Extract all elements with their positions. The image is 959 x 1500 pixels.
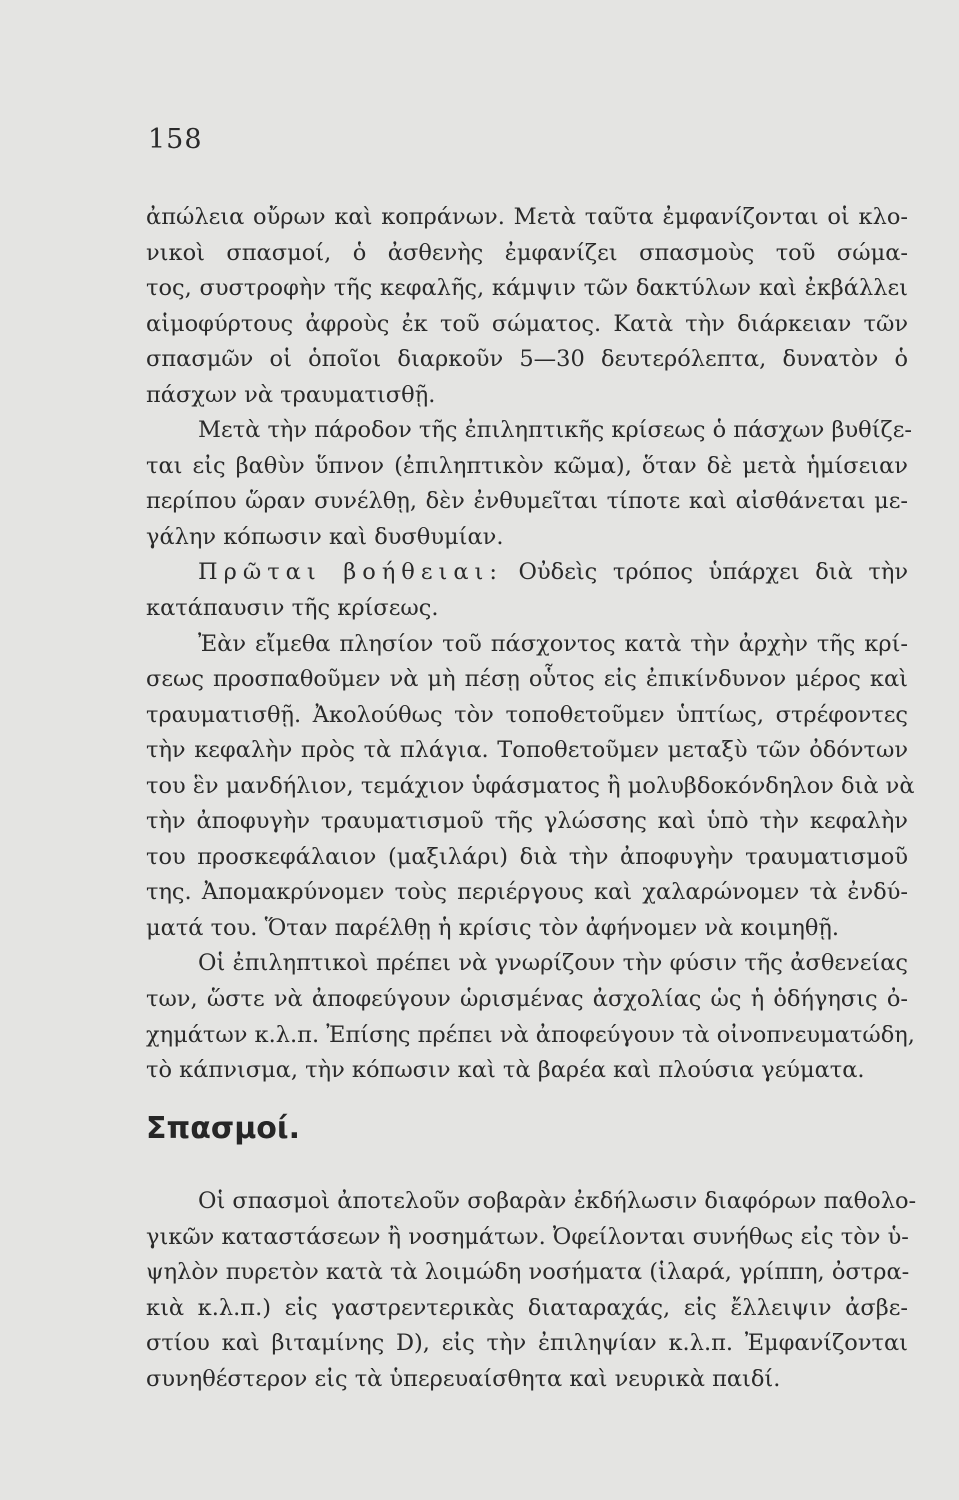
text-line: τος, συστροφὴν τῆς κεφαλῆς, κάμψιν τῶν δακτύλων καὶ ἐκβάλλει bbox=[146, 275, 908, 302]
page-number: 158 bbox=[148, 124, 203, 155]
text-line: Μετὰ τὴν πάροδον τῆς ἐπιληπτικῆς κρίσεως ὁ πάσχων βυθίζε- bbox=[198, 417, 912, 444]
text-line: ματά του. Ὅταν παρέλθῃ ἡ κρίσις τὸν ἀφήνομεν νὰ κοιμηθῇ. bbox=[146, 914, 840, 941]
text-line: σεως προσπαθοῦμεν νὰ μὴ πέσῃ οὗτος εἰς ἐπικίνδυνον μέρος καὶ bbox=[146, 666, 908, 693]
text-line: πάσχων νὰ τραυματισθῇ. bbox=[146, 381, 436, 408]
text-line: των, ὥστε νὰ ἀποφεύγουν ὡρισμένας ἀσχολίας ὡς ἡ ὁδήγησις ὀ- bbox=[146, 986, 908, 1013]
text-line: του ἓν μανδήλιον, τεμάχιον ὑφάσματος ἢ μολυβδοκόνδηλον διὰ νὰ bbox=[146, 772, 915, 799]
text-line: γάλην κόπωσιν καὶ δυσθυμίαν. bbox=[146, 523, 504, 550]
text-line: χημάτων κ.λ.π. Ἐπίσης πρέπει νὰ ἀποφεύγουν τὰ οἰνοπνευματώδη, bbox=[146, 1021, 915, 1048]
text-span: Οὐδεὶς τρόπος ὑπάρχει διὰ τὴν bbox=[518, 559, 909, 586]
text-line: Οἱ ἐπιληπτικοὶ πρέπει νὰ γνωρίζουν τὴν φύσιν τῆς ἀσθενείας bbox=[198, 950, 908, 977]
text-line: στίου καὶ βιταμίνης D), εἰς τὴν ἐπιληψίαν κ.λ.π. Ἐμφανίζονται bbox=[146, 1330, 908, 1357]
text-line: Ἐὰν εἴμεθα πλησίον τοῦ πάσχοντος κατὰ τὴν ἀρχὴν τῆς κρί- bbox=[198, 630, 908, 657]
text-line: τὴν ἀποφυγὴν τραυματισμοῦ τῆς γλώσσης καὶ ὑπὸ τὴν κεφαλὴν bbox=[146, 808, 908, 835]
text-line: τὴν κεφαλὴν πρὸς τὰ πλάγια. Τοποθετοῦμεν μεταξὺ τῶν ὀδόντων bbox=[146, 737, 908, 764]
text-line: γικῶν καταστάσεων ἢ νοσημάτων. Ὀφείλονται συνήθως εἰς τὸν ὑ- bbox=[146, 1223, 909, 1250]
text-line: συνηθέστερον εἰς τὰ ὑπερευαίσθητα καὶ νευρικὰ παιδί. bbox=[146, 1365, 781, 1392]
text-line: ψηλὸν πυρετὸν κατὰ τὰ λοιμώδη νοσήματα (ἱλαρά, γρίππη, ὀστρα- bbox=[146, 1259, 910, 1286]
text-line: κατάπαυσιν τῆς κρίσεως. bbox=[146, 595, 439, 622]
section-heading: Σπασμοί. bbox=[146, 1111, 300, 1146]
first-aid-line bbox=[146, 555, 908, 591]
first-aid-heading: Πρῶται βοήθειαι: bbox=[198, 559, 503, 586]
text-line: ται εἰς βαθὺν ὕπνον (ἐπιληπτικὸν κῶμα), ὅταν δὲ μετὰ ἡμίσειαν bbox=[146, 452, 908, 479]
text-line: κιὰ κ.λ.π.) εἰς γαστρεντερικὰς διαταραχάς, εἰς ἔλλειψιν ἀσβε- bbox=[146, 1294, 908, 1321]
body-text-section-1 bbox=[146, 200, 915, 1089]
body-text-section-2 bbox=[146, 1184, 917, 1397]
text-line: ἀπώλεια οὔρων καὶ κοπράνων. Μετὰ ταῦτα ἐμφανίζονται οἱ κλο- bbox=[146, 204, 908, 230]
text-line: τὸ κάπνισμα, τὴν κόπωσιν καὶ τὰ βαρέα καὶ πλούσια γεύματα. bbox=[146, 1057, 865, 1084]
text-line: αἱμοφύρτους ἀφροὺς ἐκ τοῦ σώματος. Κατὰ τὴν διάρκειαν τῶν bbox=[146, 310, 908, 337]
text-line: σπασμῶν οἱ ὁποῖοι διαρκοῦν 5—30 δευτερόλεπτα, δυνατὸν ὁ bbox=[146, 346, 908, 373]
text-line: του προσκεφάλαιον (μαξιλάρι) διὰ τὴν ἀποφυγὴν τραυματισμοῦ bbox=[146, 843, 908, 870]
text-line: Οἱ σπασμοὶ ἀποτελοῦν σοβαρὰν ἐκδήλωσιν διαφόρων παθολο- bbox=[198, 1188, 917, 1214]
text-line: τραυματισθῇ. Ἀκολούθως τὸν τοποθετοῦμεν ὑπτίως, στρέφοντες bbox=[146, 701, 908, 728]
text-line: της. Ἀπομακρύνομεν τοὺς περιέργους καὶ χαλαρώνομεν τὰ ἐνδύ- bbox=[146, 879, 908, 906]
text-line: περίπου ὥραν συνέλθῃ, δὲν ἐνθυμεῖται τίποτε καὶ αἰσθάνεται με- bbox=[146, 488, 908, 515]
text-line: νικοὶ σπασμοί, ὁ ἀσθενὴς ἐμφανίζει σπασμοὺς τοῦ σώμα- bbox=[146, 239, 908, 266]
